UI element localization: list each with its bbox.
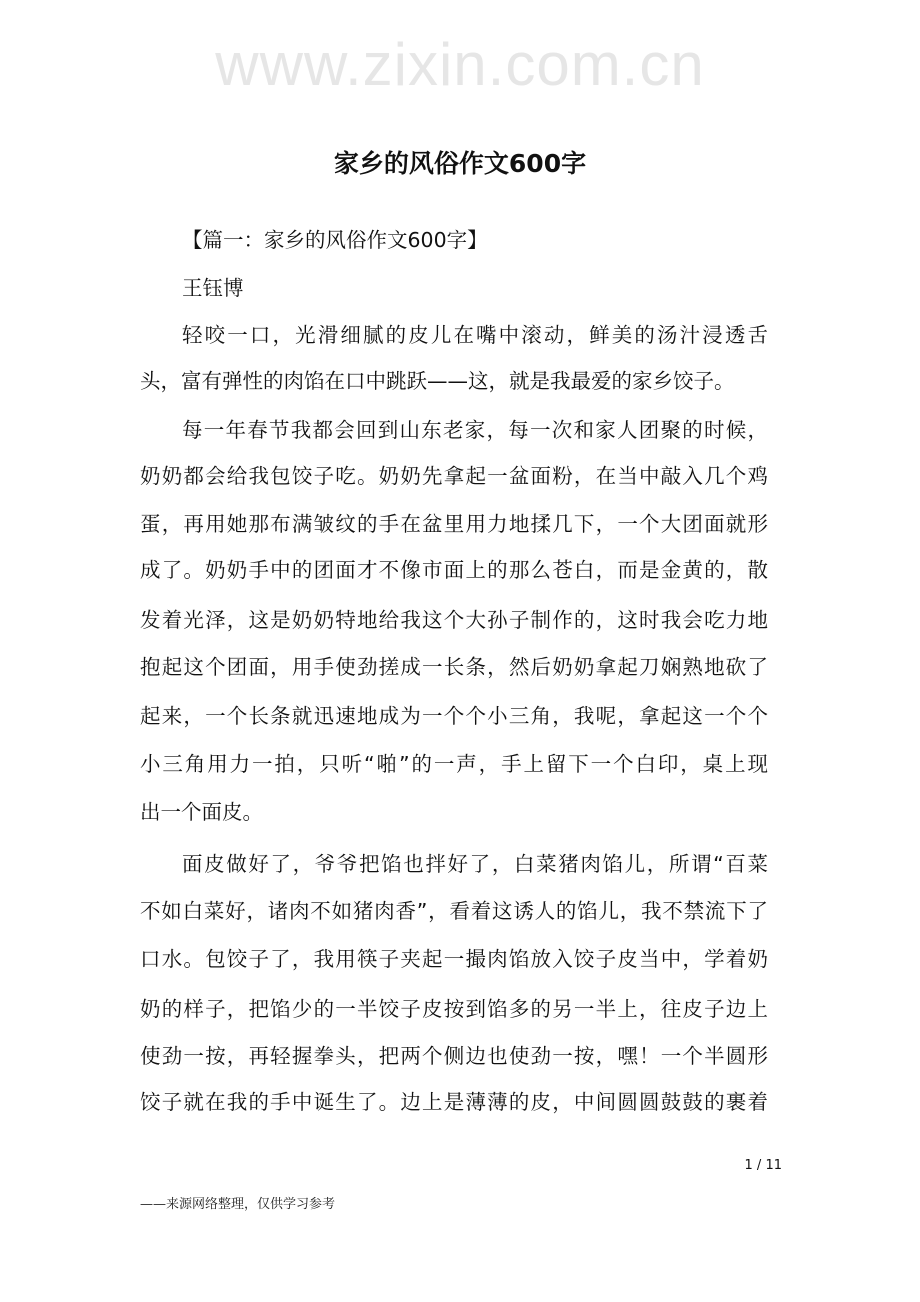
- paragraph-line: 奶的样子，把馅少的一半饺子皮按到馅多的另一半上，往皮子边上: [140, 997, 768, 1021]
- author: 王钰博: [182, 276, 244, 300]
- paragraph-line: 使劲一按，再轻握拳头，把两个侧边也使劲一按，嘿！一个半圆形: [140, 1044, 768, 1068]
- watermark: www.zixin.com.cn: [215, 31, 705, 98]
- section-heading: 【篇一：家乡的风俗作文600字】: [182, 228, 488, 252]
- paragraph-line: 头，富有弹性的肉馅在口中跳跃——这，就是我最爱的家乡饺子。: [140, 369, 735, 393]
- paragraph-line: 起来，一个长条就迅速地成为一个个小三角，我呢，拿起这一个个: [140, 704, 768, 728]
- paragraph-line: 抱起这个团面，用手使劲搓成一长条，然后奶奶拿起刀娴熟地砍了: [140, 655, 768, 679]
- paragraph-line: 蛋，再用她那布满皱纹的手在盆里用力地揉几下，一个大团面就形: [140, 512, 768, 536]
- paragraph-line: 饺子就在我的手中诞生了。边上是薄薄的皮，中间圆圆鼓鼓的裹着: [140, 1090, 768, 1114]
- paragraph-line: 面皮做好了，爷爷把馅也拌好了，白菜猪肉馅儿，所谓“百菜: [182, 852, 768, 876]
- paragraph-line: 奶奶都会给我包饺子吃。奶奶先拿起一盆面粉，在当中敲入几个鸡: [140, 464, 768, 488]
- paragraph-line: 小三角用力一拍，只听“啪”的一声，手上留下一个白印，桌上现: [140, 752, 768, 776]
- paragraph-line: 轻咬一口，光滑细腻的皮儿在嘴中滚动，鲜美的汤汁浸透舌: [182, 323, 768, 347]
- paragraph-line: 每一年春节我都会回到山东老家，每一次和家人团聚的时候，: [182, 418, 768, 442]
- document-title: 家乡的风俗作文600字: [333, 149, 587, 178]
- paragraph-line: 口水。包饺子了，我用筷子夹起一撮肉馅放入饺子皮当中，学着奶: [140, 947, 768, 971]
- page-number: 1 / 11: [744, 1158, 782, 1173]
- paragraph-line: 不如白菜好，诸肉不如猪肉香”，看着这诱人的馅儿，我不禁流下了: [140, 899, 768, 923]
- paragraph-line: 成了。奶奶手中的团面才不像市面上的那么苍白，而是金黄的，散: [140, 558, 768, 582]
- footer-note: ——来源网络整理，仅供学习参考: [140, 1197, 336, 1212]
- paragraph-line: 发着光泽，这是奶奶特地给我这个大孙子制作的，这时我会吃力地: [140, 608, 768, 632]
- paragraph-line: 出一个面皮。: [140, 800, 263, 824]
